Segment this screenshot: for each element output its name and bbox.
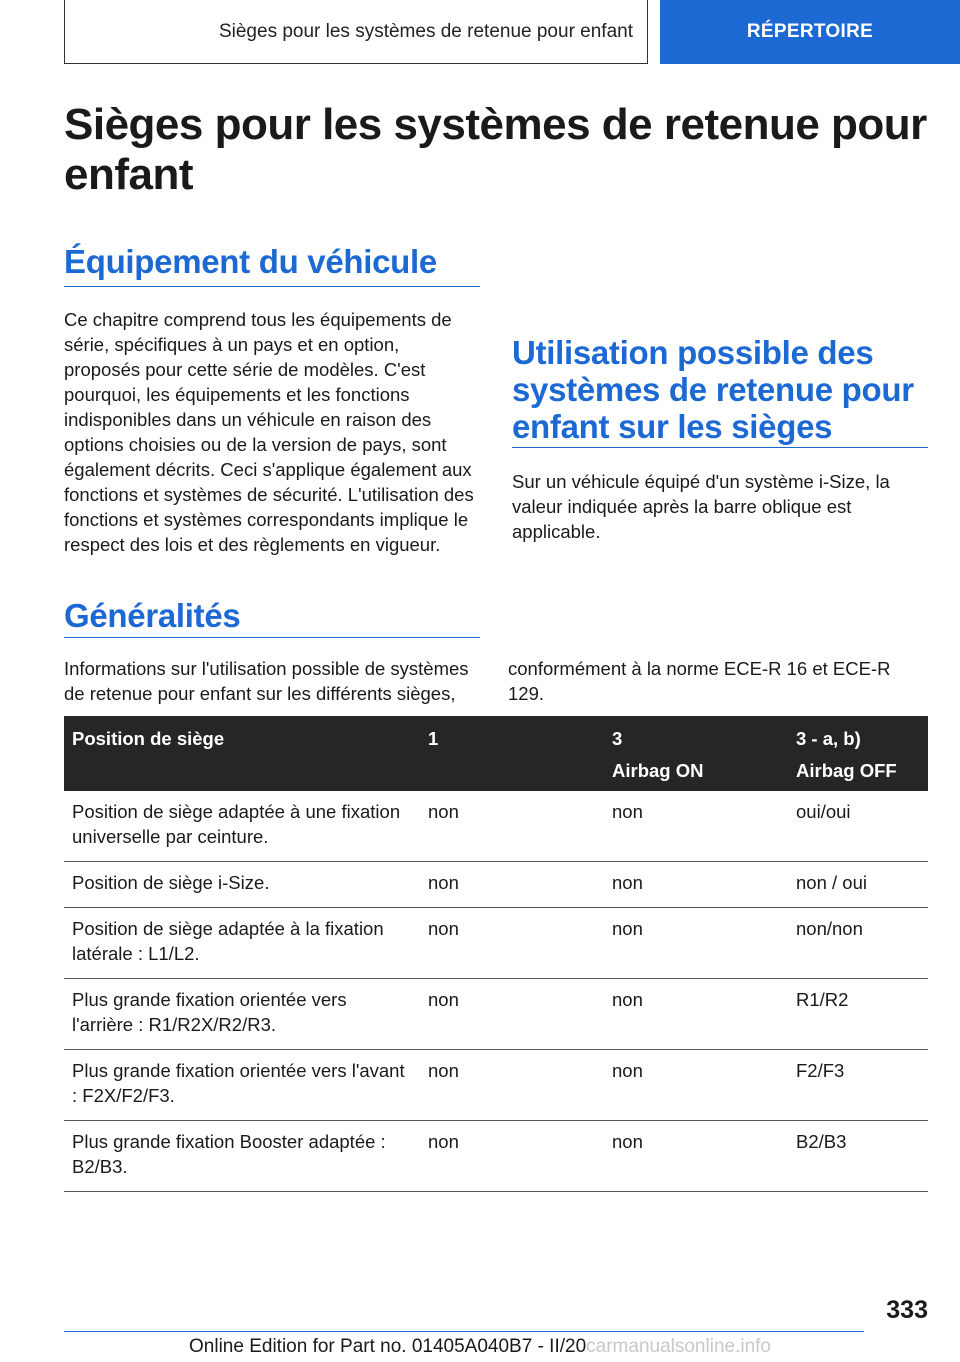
table-row	[64, 862, 928, 908]
section-title-possible-use: Utilisation possible des systèmes de retenue pour enfant sur les sièges	[512, 334, 914, 445]
table-header-cell: 3 Airbag ON	[604, 716, 788, 791]
index-button[interactable]: RÉPERTOIRE	[660, 0, 960, 64]
table-cell: non	[604, 1121, 788, 1192]
table-cell: F2/F3	[788, 1050, 928, 1121]
table-header-cell: Position de siège	[64, 716, 420, 791]
table-cell: Plus grande fixation Booster adaptée : B2/B3.	[64, 1121, 420, 1192]
table-cell: B2/B3	[788, 1121, 928, 1192]
table-cell: R1/R2	[788, 979, 928, 1050]
table-cell: Plus grande fixation orientée vers l'avant : F2X/F2/F3.	[64, 1050, 420, 1121]
section-title-vehicle-equipment: Équipement du véhicule	[64, 243, 437, 280]
table-cell: non	[420, 791, 604, 862]
table-cell: non	[604, 862, 788, 908]
section-body-possible-use: Sur un véhicule équipé d'un système i-Size, la valeur indiquée après la barre oblique est applicable.	[512, 471, 890, 542]
table-cell: non	[420, 979, 604, 1050]
section-divider	[512, 447, 928, 448]
section-title-general: Généralités	[64, 597, 241, 634]
section-divider	[64, 286, 480, 287]
table-row	[64, 791, 928, 862]
edition-text: Online Edition for Part no. 01405A040B7 - II/20	[189, 1336, 587, 1357]
section-body-vehicle-equipment: Ce chapitre comprend tous les équipements de série, spécifiques à un pays et en option, proposés pour cette série de modèles. C'est pourquoi, les équipements et les fonctions indisponibles dans un véhicule en raison des options choisies ou de la version de pays, sont également décrits. Ceci s'applique également aux fonctions et systèmes de sécurité. L'utilisation des fonctions et systèmes correspondants implique le respect des lois et des règlements en vigueur.	[64, 309, 474, 555]
table-cell: oui/oui	[788, 791, 928, 862]
child-seat-table	[64, 716, 928, 1192]
chapter-header	[64, 0, 648, 64]
table-row	[64, 979, 928, 1050]
table-cell: non/non	[788, 908, 928, 979]
table-row	[64, 1121, 928, 1192]
table-cell: non	[604, 979, 788, 1050]
table-cell: non / oui	[788, 862, 928, 908]
chapter-title: Sièges pour les systèmes de retenue pour enfant	[218, 20, 633, 42]
table-cell: non	[420, 1050, 604, 1121]
page-title: Sièges pour les systèmes de retenue pour enfant	[64, 100, 927, 199]
page-number: 333	[886, 1296, 928, 1324]
footer-edition	[0, 1336, 960, 1358]
table-cell: non	[604, 1050, 788, 1121]
table-cell: non	[420, 862, 604, 908]
watermark-text: carmanualsonline.info	[586, 1336, 771, 1357]
footer-divider	[64, 1331, 864, 1332]
table-row	[64, 908, 928, 979]
table-cell: non	[420, 1121, 604, 1192]
table-header-row	[64, 716, 928, 791]
table-cell: Position de siège i-Size.	[64, 862, 420, 908]
table-header-cell: 1	[420, 716, 604, 791]
table-row	[64, 1050, 928, 1121]
table-cell: non	[604, 908, 788, 979]
table-cell: Position de siège adaptée à une fixation universelle par ceinture.	[64, 791, 420, 862]
section-divider	[64, 637, 480, 638]
section-body-general: Informations sur l'utilisation possible de systèmes de retenue pour enfant sur les différents sièges, conformément à la norme ECE-R 16 et ECE-R 129.	[64, 658, 891, 704]
table-cell: Plus grande fixation orientée vers l'arrière : R1/R2X/R2/R3.	[64, 979, 420, 1050]
table-header-cell: 3 - a, b) Airbag OFF	[788, 716, 928, 791]
table-cell: non	[604, 791, 788, 862]
table-cell: non	[420, 908, 604, 979]
table-cell: Position de siège adaptée à la fixation latérale : L1/L2.	[64, 908, 420, 979]
